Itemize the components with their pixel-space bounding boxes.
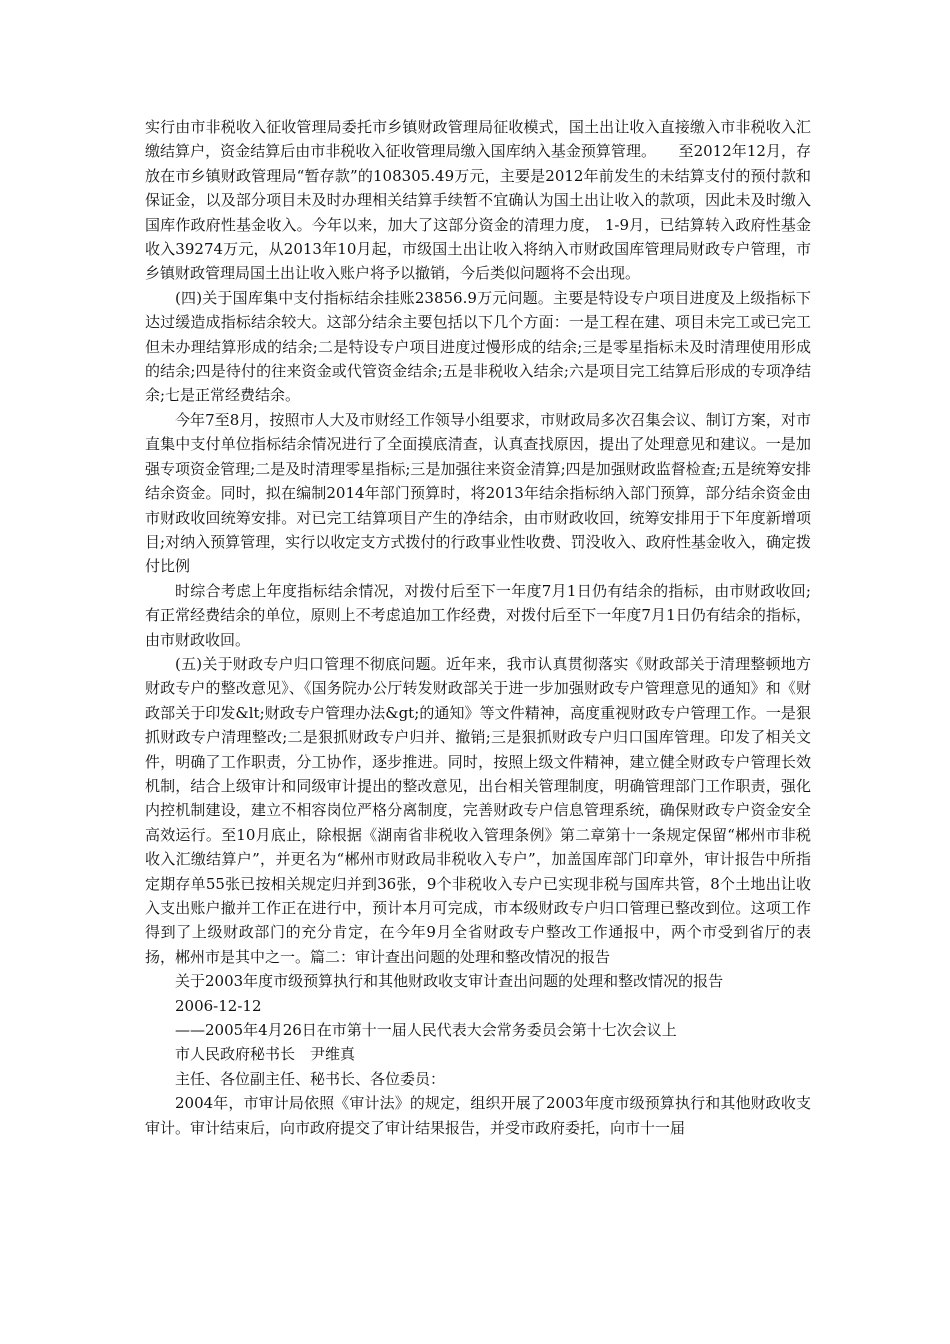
paragraph-1: 实行由市非税收入征收管理局委托市乡镇财政管理局征收模式，国土出让收入直接缴入市非税收入汇缴结算户，资金结算后由市非税收入征收管理局缴入国库纳入基金预算管理。 至2012年12月，存放在市乡镇财政管理局“暂存款”的108305.49万元，主要是2012年前发生的未结算支付的预付款和保证金，以及部分项目未及时办理相关结算手续暂不宜确认为国土出让收入的款项，因此未及时缴入国库作政府性基金收入。今年以来，加大了这部分资金的清理力度， 1-9月，已结算转入政府性基金收入39274万元，从2013年10月起，市级国土出让收入将纳入市财政国库管理局财政专户管理，市乡镇财政管理局国土出让收入账户将予以撤销，今后类似问题将不会出现。 bbox=[145, 118, 811, 283]
document-page bbox=[145, 115, 811, 1140]
speaker-line: 市人民政府秘书长 尹维真 bbox=[175, 1045, 356, 1064]
report-date: 2006-12-12 bbox=[175, 996, 262, 1015]
meeting-line: ——2005年4月26日在市第十一届人民代表大会常务委员会第十七次会议上 bbox=[175, 1021, 677, 1040]
paragraph-body-start: 2004年，市审计局依照《审计法》的规定，组织开展了2003年度市级预算执行和其他财政收支审计。审计结束后，向市政府提交了审计结果报告，并受市政府委托，向市十一届 bbox=[145, 1094, 811, 1137]
paragraph-4: 时综合考虑上年度指标结余情况，对拨付后至下一年度7月1日仍有结余的指标，由市财政收回;有正常经费结余的单位，原则上不考虑追加工作经费，对拨付后至下一年度7月1日仍有结余的指标，由市财政收回。 bbox=[145, 581, 811, 649]
salutation: 主任、各位副主任、秘书长、各位委员： bbox=[175, 1069, 446, 1088]
paragraph-2: (四)关于国库集中支付指标结余挂账23856.9万元问题。主要是特设专户项目进度及上级指标下达过缓造成指标结余较大。这部分结余主要包括以下几个方面：一是工程在建、项目未完工或已完工但未办理结算形成的结余;二是特设专户项目进度过慢形成的结余;三是零星指标未及时清理使用形成的结余;四是待付的往来资金或代管资金结余;五是非税收入结余;六是项目完工结算后形成的专项净结余;七是正常经费结余。 bbox=[145, 288, 811, 405]
paragraph-5: (五)关于财政专户归口管理不彻底问题。近年来，我市认真贯彻落实《财政部关于清理整顿地方财政专户的整改意见》、《国务院办公厅转发财政部关于进一步加强财政专户管理意见的通知》和《财政部关于印发&lt;财政专户管理办法&gt;的通知》等文件精神，高度重视财政专户管理工作。一是狠抓财政专户清理整改;二是狠抓财政专户归并、撤销;三是狠抓财政专户归口国库管理。印发了相关文件，明确了工作职责，分工协作，逐步推进。同时，按照上级文件精神，建立健全财政专户管理长效机制，结合上级审计和同级审计提出的整改意见，出台相关管理制度，明确管理部门工作职责，强化内控机制建设，建立不相容岗位严格分离制度，完善财政专户信息管理系统，确保财政专户资金安全高效运行。至10月底止，除根据《湖南省非税收入管理条例》第二章第十一条规定保留“郴州市非税收入汇缴结算户”，并更名为“郴州市财政局非税收入专户”，加盖国库部门印章外，审计报告中所指定期存单55张已按相关规定归并到36张，9个非税收入专户已实现非税与国库共管，8个土地出让收入支出账户撤并工作正在进行中，预计本月可完成，市本级财政专户归口管理已整改到位。这项工作得到了上级财政部门的充分肯定，在今年9月全省财政专户整改工作通报中，两个市受到省厅的表扬，郴州市是其中之一。篇二：审计查出问题的处理和整改情况的报告 bbox=[145, 654, 811, 966]
paragraph-3: 今年7至8月，按照市人大及市财经工作领导小组要求，市财政局多次召集会议、制订方案，对市直集中支付单位指标结余情况进行了全面摸底清查，认真查找原因，提出了处理意见和建议。一是加强专项资金管理;二是及时清理零星指标;三是加强往来资金清算;四是加强财政监督检查;五是统筹安排结余资金。同时，拟在编制2014年部门预算时，将2013年结余指标纳入部门预算，部分结余资金由市财政收回统筹安排。对已完工结算项目产生的净结余，由市财政收回，统筹安排用于下年度新增项目;对纳入预算管理，实行以收定支方式拨付的行政事业性收费、罚没收入、政府性基金收入，确定拨付比例 bbox=[145, 410, 811, 576]
report-title: 关于2003年度市级预算执行和其他财政收支审计查出问题的处理和整改情况的报告 bbox=[175, 972, 724, 991]
